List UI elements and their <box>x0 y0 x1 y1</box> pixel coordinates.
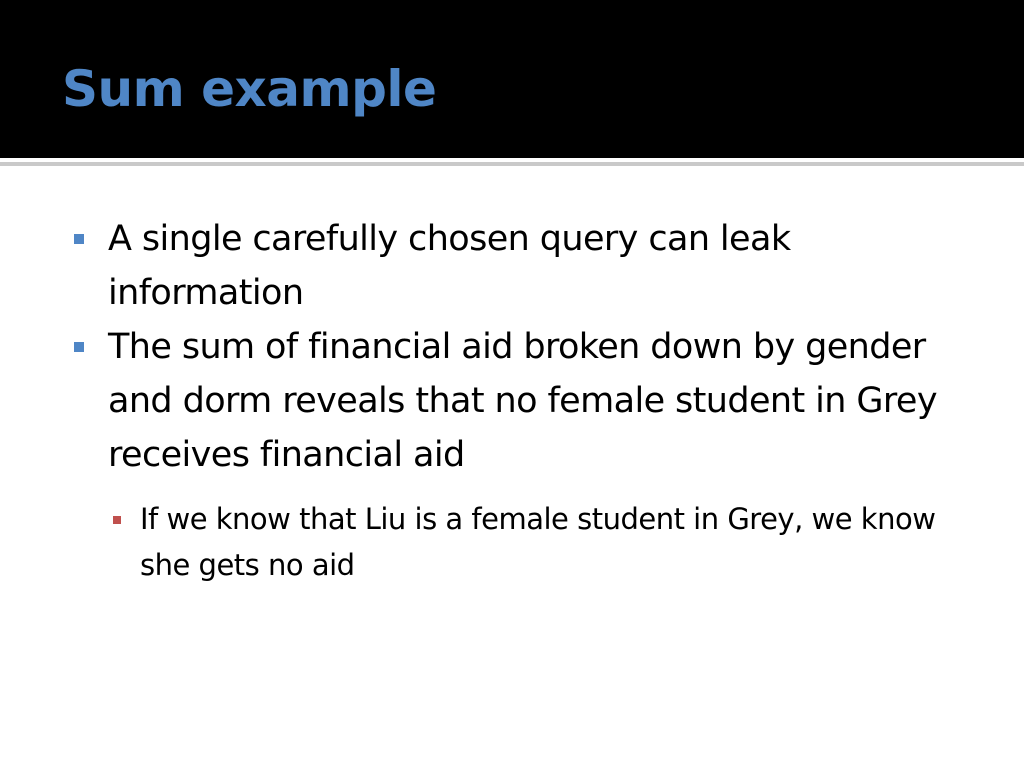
sub-bullet-item <box>70 496 970 588</box>
bullet-text: A single carefully chosen query can leak information <box>108 219 791 313</box>
bullet-text: The sum of financial aid broken down by gender and dorm reveals that no female student in Grey receives financial aid <box>108 327 937 475</box>
title-divider-bottom <box>0 162 1024 166</box>
sub-bullet-text: If we know that Liu is a female student in Grey, we know she gets no aid <box>140 502 936 582</box>
square-bullet-icon <box>74 342 84 352</box>
title-bar <box>0 0 1024 158</box>
square-bullet-icon <box>74 234 84 244</box>
square-sub-bullet-icon <box>113 516 121 524</box>
slide-body <box>70 212 970 588</box>
slide-title: Sum example <box>62 60 437 118</box>
bullet-item <box>70 212 970 320</box>
bullet-item <box>70 320 970 482</box>
